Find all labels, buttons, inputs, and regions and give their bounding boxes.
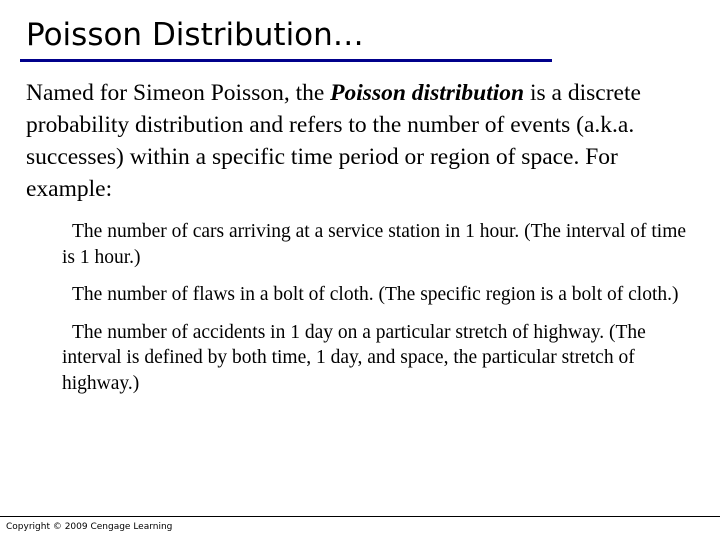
example-item-highway	[62, 320, 702, 397]
intro-key-term: Poisson distribution	[330, 80, 525, 106]
intro-text-after-term: is a discrete probability distribution and refers to the number of events (a.k.a. successes) within a specific time period or region of space. For example:	[26, 80, 641, 202]
intro-text-before-term: Named for Simeon Poisson, the	[26, 80, 331, 106]
footer-divider	[0, 516, 720, 517]
example-item-cars	[62, 219, 702, 270]
title-underline	[20, 59, 552, 62]
examples-list	[62, 219, 702, 408]
example-text: The number of accidents in 1 day on a particular stretch of highway. (The interval is defined by both time, 1 day, and space, the particular stretch of highway.)	[62, 321, 646, 394]
example-text: The number of flaws in a bolt of cloth. (The specific region is a bolt of cloth.)	[72, 284, 679, 305]
slide-title: Poisson Distribution…	[26, 17, 364, 53]
copyright-notice: Copyright © 2009 Cengage Learning	[6, 522, 173, 532]
example-text: The number of cars arriving at a service station in 1 hour. (The interval of time is 1 hour.)	[62, 221, 687, 268]
intro-paragraph	[26, 77, 706, 205]
example-item-cloth	[62, 282, 702, 308]
